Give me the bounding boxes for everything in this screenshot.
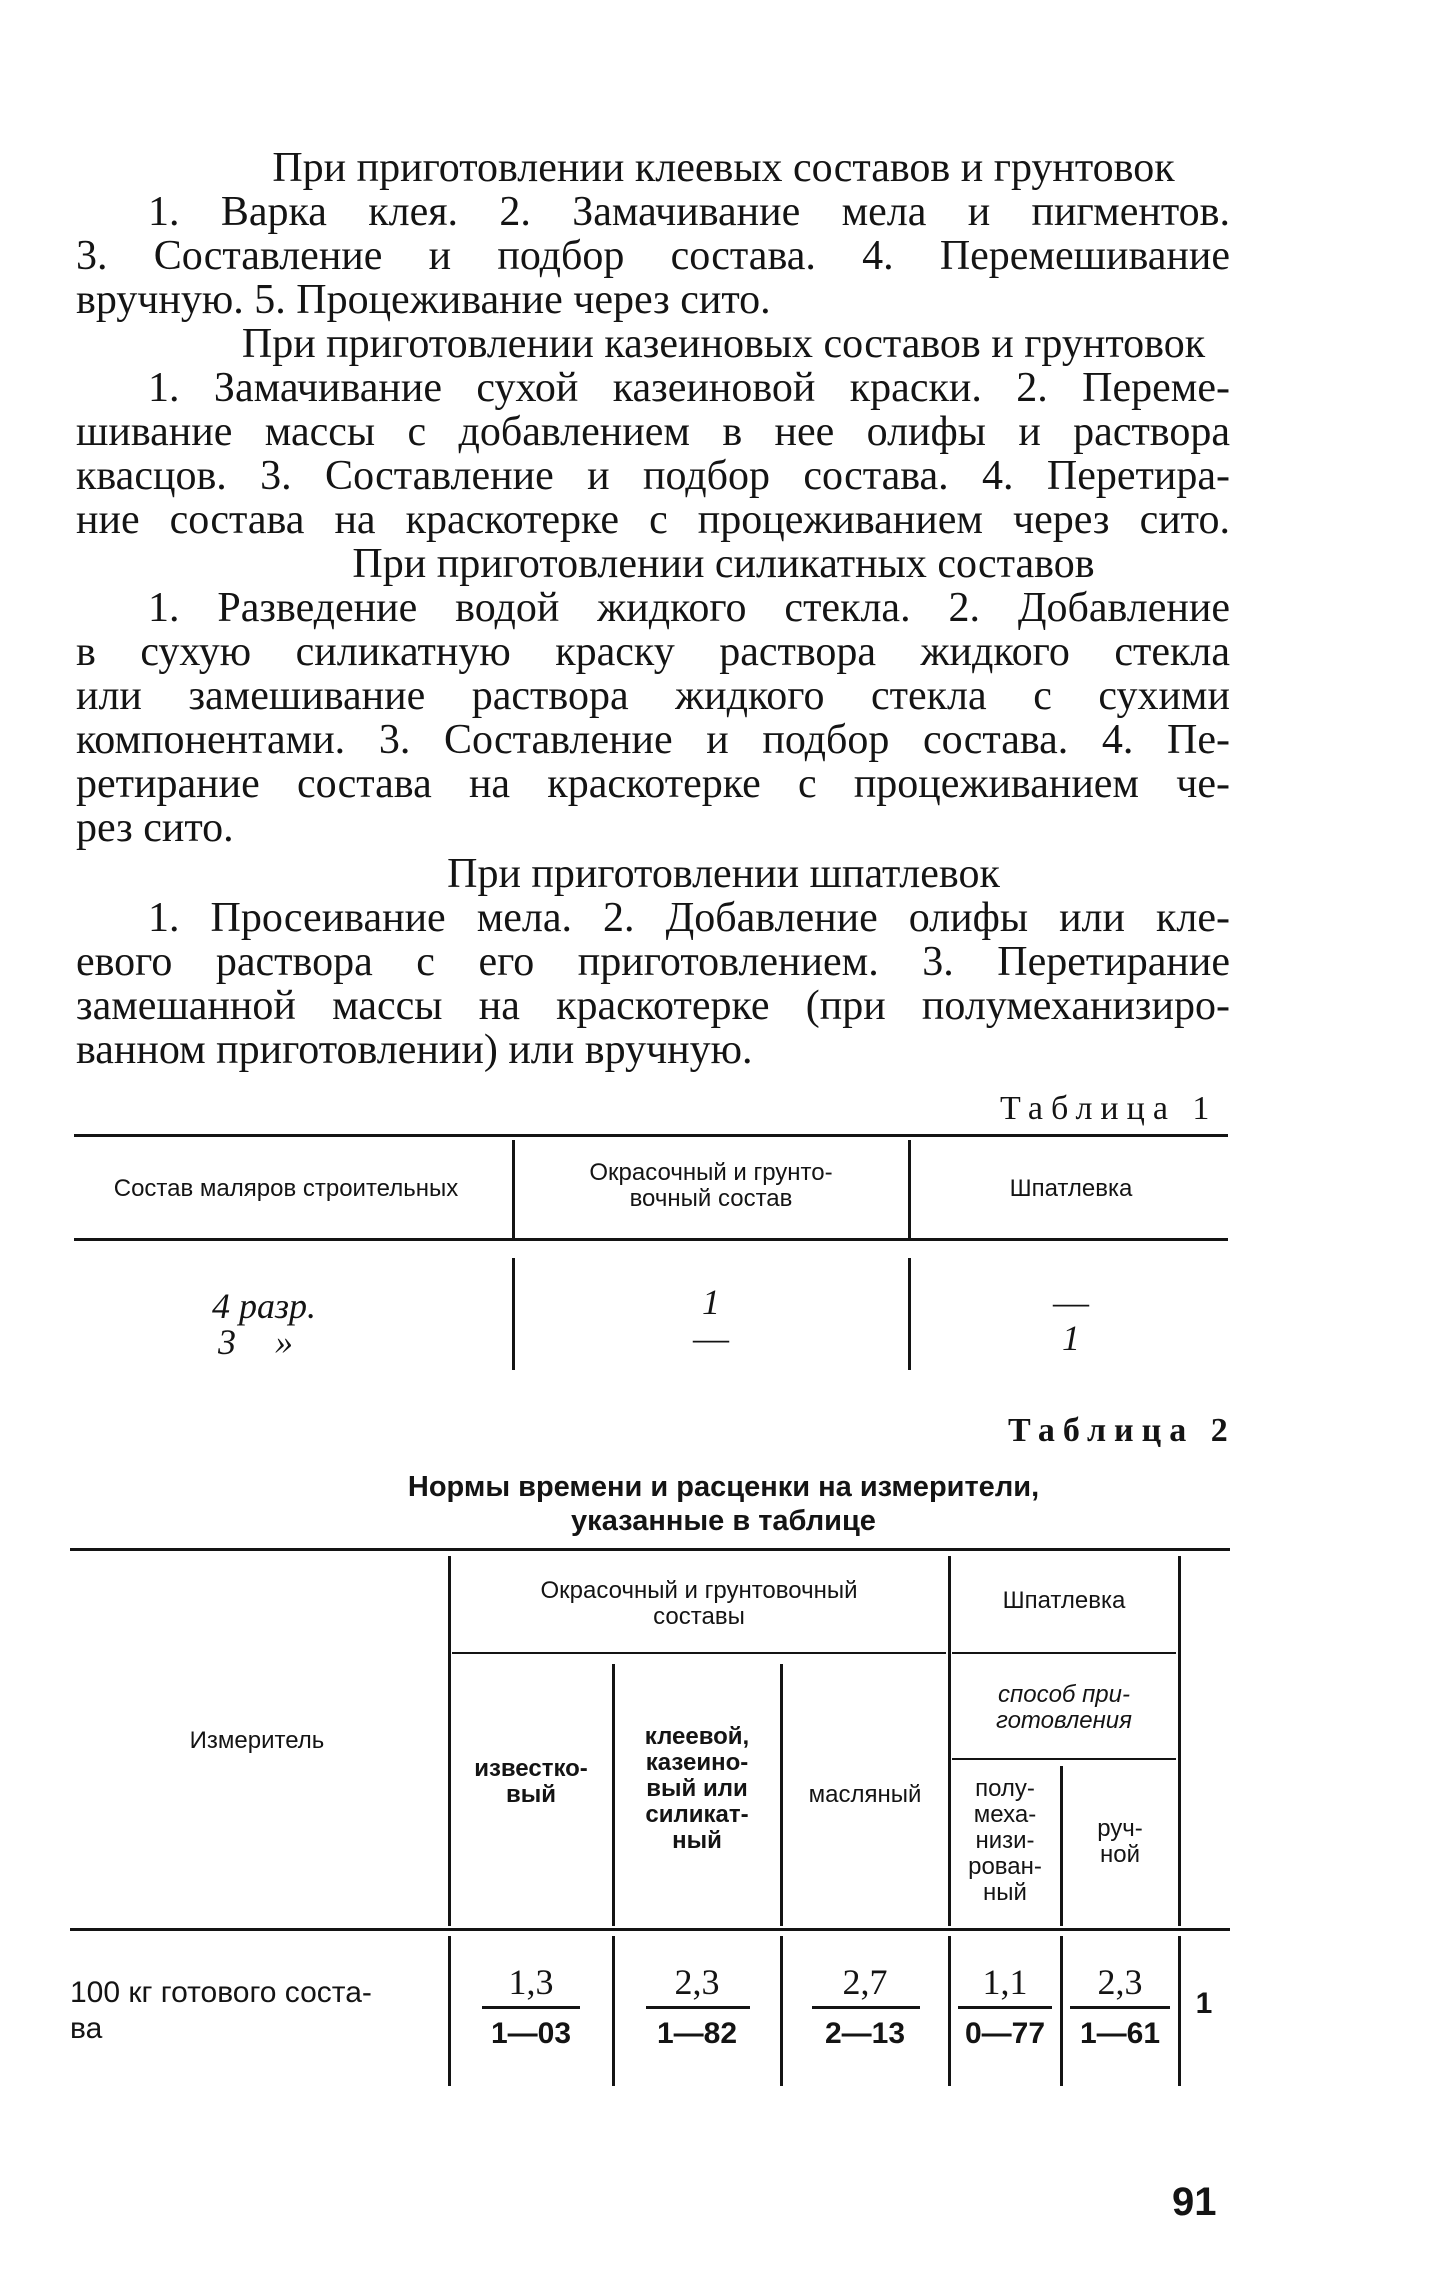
row-label: ва	[70, 2012, 103, 2045]
table-divider	[1060, 1766, 1063, 1926]
price-value: 2—13	[824, 2017, 906, 2050]
table-cell: 1	[702, 1282, 720, 1322]
column-group-header: Окрасочный и грунтовочный составы	[540, 1577, 858, 1630]
table-cell: 1	[1062, 1318, 1080, 1358]
table-divider	[908, 1258, 911, 1370]
table-divider	[908, 1140, 911, 1238]
table-divider	[512, 1140, 515, 1238]
table-divider	[948, 1556, 951, 1926]
table-rule	[74, 1238, 1228, 1241]
fraction-bar	[482, 2006, 580, 2009]
text-line: шивание массы с добавлением в нее олифы и раствора	[76, 410, 1230, 454]
text-line: ретирание состава на краскотерке с процеживанием че-	[76, 762, 1230, 806]
fraction-bar	[812, 2006, 920, 2009]
table-cell: —	[693, 1318, 729, 1358]
norm-value: 2,3	[1097, 1962, 1143, 2002]
text-line: 3. Составление и подбор состава. 4. Перемешивание	[76, 234, 1230, 278]
table-title: указанные в таблице	[571, 1505, 876, 1537]
norm-value: 1,3	[508, 1962, 554, 2002]
table-divider	[1178, 1936, 1181, 2086]
column-header: известко- вый	[474, 1755, 588, 1808]
text-line: 1. Разведение водой жидкого стекла. 2. Добавление	[148, 586, 1230, 630]
norm-value: 1,1	[982, 1962, 1028, 2002]
column-header: руч- ной	[1097, 1815, 1143, 1868]
table-rule	[952, 1652, 1176, 1654]
column-header: масляный	[808, 1781, 922, 1808]
table-cell: 3 »	[218, 1322, 293, 1362]
table-label: Таблица 2	[1008, 1412, 1236, 1449]
norm-value: 2,7	[842, 1962, 888, 2002]
norm-value: 2,3	[674, 1962, 720, 2002]
price-value: 0—77	[964, 2017, 1046, 2050]
table-divider	[448, 1936, 451, 2086]
text-line: 1. Замачивание сухой казеиновой краски. 2. Переме-	[148, 366, 1230, 410]
table-divider	[612, 1936, 615, 2086]
row-label: 100 кг готового соста-	[70, 1976, 372, 2009]
table-rule	[70, 1548, 1230, 1551]
text-line: или замешивание раствора жидкого стекла с сухими	[76, 674, 1230, 718]
table-title: Нормы времени и расценки на измерители,	[407, 1471, 1040, 1503]
section-heading: При приготовлении казеиновых составов и грунтовок	[241, 321, 1206, 367]
section-heading: При приготовлении клеевых составов и грунтовок	[272, 145, 1175, 191]
table-divider	[1060, 1936, 1063, 2086]
table-cell: —	[1053, 1282, 1089, 1322]
table-divider	[612, 1664, 615, 1926]
table-divider	[780, 1664, 783, 1926]
text-line: компонентами. 3. Составление и подбор состава. 4. Пе-	[76, 718, 1230, 762]
column-subheader: способ при- готовления	[996, 1681, 1132, 1734]
price-value: 1—03	[490, 2017, 572, 2050]
column-header: клеевой, казеино- вый или силикат- ный	[644, 1723, 750, 1854]
table-divider	[1178, 1556, 1181, 1926]
column-header: полу- меха- низи- рован- ный	[968, 1775, 1042, 1906]
page-number: 91	[1172, 2180, 1217, 2224]
table-rule	[452, 1652, 946, 1654]
column-header: Окрасочный и грунто- вочный состав	[589, 1159, 833, 1212]
price-value: 1—61	[1079, 2017, 1161, 2050]
column-header: Состав маляров строительных	[113, 1175, 459, 1202]
column-header: Измеритель	[189, 1727, 325, 1754]
text-line: 1. Просеивание мела. 2. Добавление олифы или кле-	[148, 896, 1230, 940]
table-divider	[780, 1936, 783, 2086]
price-value: 1—82	[656, 2017, 738, 2050]
table-rule	[70, 1928, 1230, 1931]
row-index: 1	[1195, 1987, 1213, 2020]
text-line: квасцов. 3. Составление и подбор состава. 4. Перетира-	[76, 454, 1230, 498]
table-divider	[448, 1556, 451, 1926]
column-header: Шпатлевка	[1009, 1175, 1133, 1202]
text-line: 1. Варка клея. 2. Замачивание мела и пигментов.	[148, 190, 1230, 234]
text-line: ванном приготовлении) или вручную.	[76, 1027, 753, 1073]
text-line: вручную. 5. Процеживание через сито.	[76, 277, 771, 323]
column-group-header: Шпатлевка	[1002, 1587, 1126, 1614]
table-cell: 4 разр.	[212, 1286, 317, 1326]
section-heading: При приготовлении шпатлевок	[447, 851, 1000, 897]
table-divider	[948, 1936, 951, 2086]
fraction-bar	[958, 2006, 1052, 2009]
text-line: в сухую силикатную краску раствора жидкого стекла	[76, 630, 1230, 674]
table-label: Таблица 1	[1000, 1090, 1218, 1127]
text-line: евого раствора с его приготовлением. 3. Перетирание	[76, 940, 1230, 984]
text-line: замешанной массы на краскотерке (при полумеханизиро-	[76, 984, 1230, 1028]
text-line: рез сито.	[76, 805, 234, 851]
section-heading: При приготовлении силикатных составов	[352, 541, 1095, 587]
fraction-bar	[646, 2006, 750, 2009]
table-divider	[512, 1258, 515, 1370]
table-rule	[952, 1758, 1176, 1760]
table-rule	[74, 1134, 1228, 1137]
fraction-bar	[1070, 2006, 1170, 2009]
text-line: ние состава на краскотерке с процеживанием через сито.	[76, 498, 1230, 542]
